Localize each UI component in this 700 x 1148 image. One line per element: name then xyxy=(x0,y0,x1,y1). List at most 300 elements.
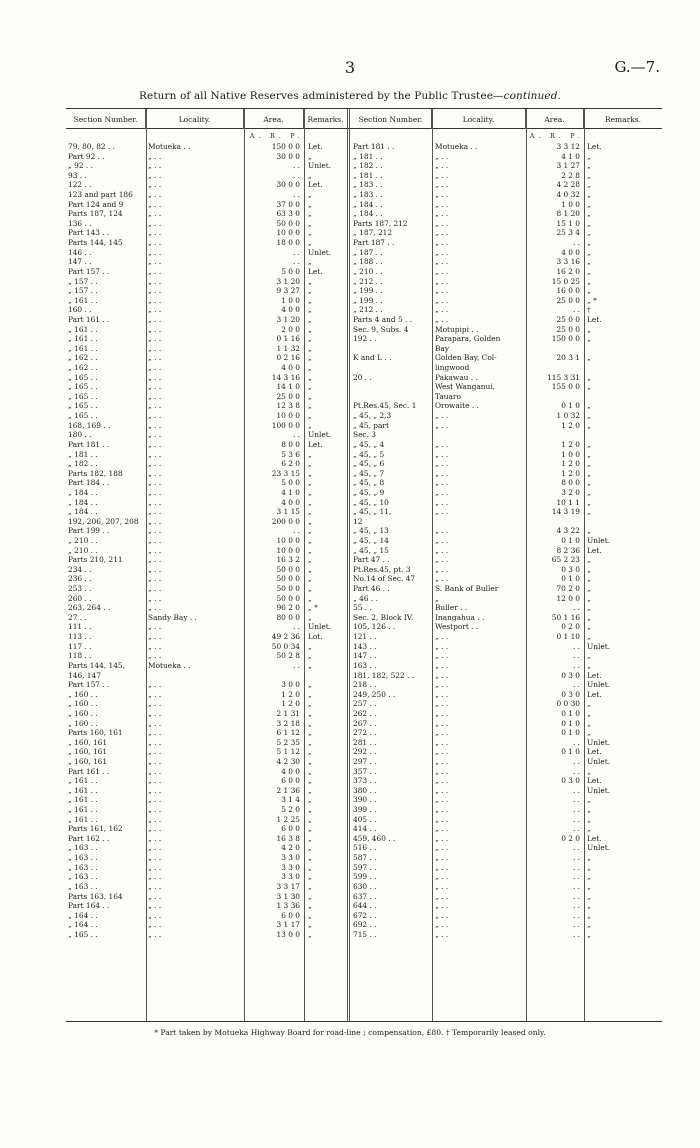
area-cell: 115 3 31 xyxy=(547,372,580,382)
locality-cell: „ . . xyxy=(435,238,449,248)
remarks-cell: „ xyxy=(308,737,312,747)
area-cell: . . xyxy=(572,641,580,651)
table-row xyxy=(353,574,661,584)
table-row xyxy=(68,632,346,642)
area-cell: 25 0 0 xyxy=(556,295,580,305)
table-row xyxy=(68,209,346,219)
remarks-cell: „ xyxy=(308,689,312,699)
table-row xyxy=(68,882,346,892)
table-row xyxy=(353,632,661,642)
locality-cell: Buller . . xyxy=(435,603,468,613)
section-cell: 260 . . xyxy=(68,593,92,603)
area-cell: 23 3 15 xyxy=(271,468,300,478)
remarks-cell: „ xyxy=(587,487,591,497)
remarks-cell: „ xyxy=(587,699,591,709)
locality-cell: „ . . xyxy=(148,814,162,824)
remarks-cell: „ xyxy=(587,324,591,334)
remarks-cell: „ xyxy=(308,814,312,824)
remarks-cell: „ xyxy=(587,439,591,449)
section-cell: „ 163 . . xyxy=(68,853,98,863)
remarks-cell: „ xyxy=(308,170,312,180)
table-row xyxy=(353,257,661,267)
locality-cell: „ . . xyxy=(148,449,162,459)
table-row xyxy=(353,719,661,729)
section-cell: 55 . . xyxy=(353,603,372,613)
area-cell: . . xyxy=(572,901,580,911)
section-cell: „ 181 . . xyxy=(353,170,383,180)
section-cell: „ 183 . . xyxy=(353,180,383,190)
section-cell: „ 45, „ 2,3 xyxy=(353,411,392,421)
table-row xyxy=(68,795,346,805)
remarks-cell: Let. xyxy=(308,142,323,151)
area-cell: . . xyxy=(572,881,580,891)
area-cell: 70 2 0 xyxy=(556,584,580,594)
locality-cell: „ . . xyxy=(435,411,449,421)
section-cell: 297 . . xyxy=(353,757,377,766)
area-cell: 16 3 2 xyxy=(276,555,300,565)
section-cell: „ 212 . . xyxy=(353,305,383,315)
remarks-cell: „ xyxy=(308,411,312,421)
table-row xyxy=(68,622,346,632)
remarks-cell: Unlet. xyxy=(587,535,611,545)
locality-cell: „ . . xyxy=(148,564,162,574)
section-cell: Part 157 . . xyxy=(68,680,110,690)
area-cell: 3 2 18 xyxy=(276,718,300,728)
section-cell: „ 161 . . xyxy=(68,785,98,795)
section-cell: 262 . . xyxy=(353,708,377,718)
remarks-cell: „ xyxy=(587,853,591,863)
table-row xyxy=(353,671,661,681)
table-row xyxy=(353,709,661,719)
remarks-cell: „ xyxy=(308,507,312,517)
table-row xyxy=(353,296,661,306)
area-cell: 25 3 4 xyxy=(556,228,580,238)
area-cell: 5 3 6 xyxy=(281,449,300,459)
table-row xyxy=(68,334,346,344)
locality-cell: „ . . xyxy=(435,689,449,699)
table-row xyxy=(353,392,661,402)
table-row xyxy=(68,651,346,661)
locality-cell: „ . . xyxy=(148,747,162,757)
remarks-cell: „ xyxy=(587,795,591,805)
area-cell: . . xyxy=(292,247,300,257)
area-cell: . . xyxy=(572,603,580,613)
section-cell: Pt.Res.45, pt. 3 xyxy=(353,564,411,574)
remarks-cell: „ xyxy=(587,459,591,469)
locality-cell: „ . . xyxy=(435,574,449,584)
area-cell: 96 2 0 xyxy=(276,603,300,613)
section-cell: „ 160, 161 xyxy=(68,757,108,766)
locality-cell: „ . . xyxy=(435,487,449,497)
locality-cell: „ . . xyxy=(435,478,449,488)
table-row xyxy=(353,344,661,354)
locality-cell: „ . . xyxy=(148,718,162,728)
locality-cell: „ . . xyxy=(148,199,162,209)
table-row xyxy=(353,795,661,805)
area-cell: 3 1 17 xyxy=(276,920,300,930)
table-row xyxy=(68,728,346,738)
area-cell: 3 3 17 xyxy=(276,881,300,891)
locality-cell: „ . . xyxy=(435,276,449,286)
locality-cell: „ . . xyxy=(148,824,162,834)
section-cell: 292 . . xyxy=(353,747,377,757)
locality-cell: „ . . xyxy=(435,526,449,536)
locality-cell: Golden Bay, Col- xyxy=(435,353,497,363)
locality-cell: „ . . xyxy=(435,564,449,574)
remarks-cell: „ xyxy=(308,343,312,353)
remarks-cell: „ xyxy=(308,353,312,363)
remarks-cell: „ xyxy=(308,862,312,872)
remarks-cell: „ xyxy=(308,218,312,228)
locality-cell: „ . . xyxy=(148,276,162,286)
area-cell: 15 1 0 xyxy=(556,218,580,228)
area-cell: 50 0 0 xyxy=(276,218,300,228)
locality-cell: S. Bank of Buller xyxy=(435,584,499,594)
area-cell: 6 2 0 xyxy=(281,459,300,469)
section-cell: „ 184 . . xyxy=(68,497,98,507)
area-cell: 8 2 36 xyxy=(556,545,580,555)
locality-cell: „ . . xyxy=(148,776,162,786)
table-row xyxy=(68,267,346,277)
area-cell: 14 1 0 xyxy=(276,382,300,392)
table-row xyxy=(353,315,661,325)
area-cell: . . xyxy=(572,651,580,661)
table-row xyxy=(353,430,661,440)
area-cell: 3 3 0 xyxy=(281,872,300,882)
area-cell: 8 0 0 xyxy=(561,478,580,488)
table-row xyxy=(68,680,346,690)
table-row xyxy=(68,747,346,757)
section-cell: „ 165 . . xyxy=(68,411,98,421)
section-cell: „ 164 . . xyxy=(68,910,98,920)
area-cell: . . xyxy=(292,526,300,536)
section-cell: „ 160 . . xyxy=(68,718,98,728)
section-cell: No.14 of Sec. 47 xyxy=(353,574,416,584)
section-cell: Parts 144, 145, xyxy=(68,660,125,670)
remarks-cell: „ xyxy=(308,151,312,161)
remarks-cell: „ xyxy=(308,535,312,545)
remarks-cell: „ xyxy=(587,286,591,296)
section-cell: 118 . . xyxy=(68,651,92,661)
area-cell: 5 0 0 xyxy=(281,266,300,276)
section-cell: Parts 163, 164 xyxy=(68,891,123,901)
table-row xyxy=(353,536,661,546)
locality-cell: „ . . xyxy=(148,305,162,315)
locality-cell: „ . . xyxy=(148,833,162,843)
area-cell: 20 3 1 xyxy=(556,353,580,363)
section-cell: „ 161 . . xyxy=(68,343,98,353)
remarks-cell: Let. xyxy=(587,833,602,843)
locality-cell: „ . . xyxy=(435,199,449,209)
locality-cell: „ . . xyxy=(148,420,162,430)
area-cell: 12 3 8 xyxy=(276,401,300,411)
remarks-cell: „ xyxy=(587,622,591,632)
remarks-cell: „ xyxy=(308,363,312,373)
section-cell: Part 164 . . xyxy=(68,901,110,911)
section-cell: Part 181 . . xyxy=(353,142,395,151)
area-cell: 0 1 0 xyxy=(561,718,580,728)
locality-cell: „ . . xyxy=(148,391,162,401)
remarks-cell: „ xyxy=(587,372,591,382)
locality-cell: „ . . xyxy=(435,286,449,296)
remarks-cell: „ xyxy=(308,305,312,315)
area-cell: . . xyxy=(292,170,300,180)
remarks-cell: „ xyxy=(587,824,591,834)
remarks-cell: Unlet. xyxy=(587,757,611,766)
remarks-cell: „ xyxy=(308,199,312,209)
footnote: * Part taken by Motueka Highway Board for road-line ; compensation, £80. † Temporarily leased only. xyxy=(154,1028,546,1037)
locality-cell: „ . . xyxy=(435,680,449,690)
remarks-cell: „ xyxy=(587,190,591,200)
remarks-cell: „ xyxy=(308,334,312,344)
table-row xyxy=(353,920,661,930)
table-row xyxy=(68,353,346,363)
section-cell: „ 46 . . xyxy=(353,593,378,603)
remarks-cell: Let. xyxy=(587,314,602,324)
table-row xyxy=(68,363,346,373)
table-row xyxy=(68,277,346,287)
area-cell: . . xyxy=(292,257,300,267)
locality-cell: „ . . xyxy=(148,180,162,190)
section-cell: „ 45, „ 7 xyxy=(353,468,385,478)
remarks-cell: „ xyxy=(587,266,591,276)
section-cell: „ 165 . . xyxy=(68,382,98,392)
table-row xyxy=(68,584,346,594)
table-row xyxy=(353,805,661,815)
remarks-cell: „ xyxy=(308,391,312,401)
section-cell: 180 . . xyxy=(68,430,92,440)
locality-cell: „ . . xyxy=(435,247,449,257)
locality-cell: Orowaite . . xyxy=(435,401,479,411)
locality-cell: „ . . xyxy=(435,766,449,776)
section-cell: „ 163 . . xyxy=(68,843,98,853)
section-cell: 630 . . xyxy=(353,881,377,891)
remarks-cell: Unlet. xyxy=(587,785,611,795)
table-row xyxy=(68,892,346,902)
locality-cell: West Wanganui, xyxy=(435,382,495,392)
section-cell: Part 184 . . xyxy=(68,478,110,488)
table-row xyxy=(68,171,346,181)
table-row xyxy=(353,930,661,940)
reserves-table xyxy=(66,108,662,1022)
table-row xyxy=(68,450,346,460)
locality-cell: „ . . xyxy=(148,699,162,709)
locality-cell: „ . . xyxy=(435,660,449,670)
area-cell: 50 2 8 xyxy=(276,651,300,661)
remarks-cell: „ xyxy=(587,929,591,939)
table-row xyxy=(68,498,346,508)
section-cell: Part 161 . . xyxy=(68,766,110,776)
table-row xyxy=(353,517,661,527)
area-cell: 2 1 31 xyxy=(276,708,300,718)
table-row xyxy=(353,498,661,508)
remarks-cell: „ xyxy=(587,276,591,286)
section-cell: „ 182 . . xyxy=(353,161,383,171)
area-cell: 25 0 0 xyxy=(276,391,300,401)
section-cell: Part 92 . . xyxy=(68,151,105,161)
area-cell: 18 0 0 xyxy=(276,238,300,248)
area-cell: 4 2 30 xyxy=(276,757,300,766)
table-row xyxy=(353,872,661,882)
locality-cell: „ . . xyxy=(148,622,162,632)
table-row xyxy=(68,315,346,325)
locality-cell: „ . . xyxy=(148,170,162,180)
remarks-cell: „ xyxy=(308,257,312,267)
locality-cell: „ . . xyxy=(148,680,162,690)
locality-cell: „ . . xyxy=(435,420,449,430)
locality-cell: „ . . xyxy=(435,814,449,824)
area-cell: 4 0 0 xyxy=(281,305,300,315)
area-cell: 50 1 16 xyxy=(551,612,580,622)
section-cell: 257 . . xyxy=(353,699,377,709)
locality-cell: „ . . xyxy=(435,170,449,180)
area-cell: 0 1 0 xyxy=(561,747,580,757)
section-cell: „ 161 . . xyxy=(68,795,98,805)
section-cell: „ 187 . . xyxy=(353,247,383,257)
section-cell: „ 210 . . xyxy=(68,545,98,555)
area-cell: 0 1 16 xyxy=(276,334,300,344)
section-cell: „ 161 . . xyxy=(68,295,98,305)
section-cell: 168, 169 . . xyxy=(68,420,111,430)
area-cell: 15 0 25 xyxy=(551,276,580,286)
area-cell: 5 2 35 xyxy=(276,737,300,747)
table-row xyxy=(68,546,346,556)
section-cell: „ 162 . . xyxy=(68,353,98,363)
locality-cell: „ . . xyxy=(148,238,162,248)
remarks-cell: „ xyxy=(308,795,312,805)
locality-cell: „ . . xyxy=(148,929,162,939)
area-cell: 1 2 0 xyxy=(561,439,580,449)
section-cell: „ 157 . . xyxy=(68,286,98,296)
area-cell: 2 2 8 xyxy=(561,170,580,180)
section-cell: „ 160, 161 xyxy=(68,737,108,747)
section-cell: 357 . . xyxy=(353,766,377,776)
remarks-cell: „ * xyxy=(308,603,318,613)
remarks-cell: „ xyxy=(308,891,312,901)
section-cell: 587 . . xyxy=(353,853,377,863)
table-row xyxy=(353,248,661,258)
area-cell: 3 1 4 xyxy=(281,795,300,805)
locality-cell: „ . . xyxy=(148,574,162,584)
remarks-cell: „ xyxy=(308,881,312,891)
remarks-cell: „ xyxy=(587,891,591,901)
locality-cell: „ . . xyxy=(148,881,162,891)
locality-cell: „ . . xyxy=(435,708,449,718)
locality-cell: „ . . xyxy=(148,545,162,555)
area-cell: . . xyxy=(572,920,580,930)
locality-cell: „ . . xyxy=(435,872,449,882)
remarks-cell: „ xyxy=(587,228,591,238)
locality-cell: Bay xyxy=(435,343,450,353)
area-cell: 10 1 1 xyxy=(556,497,580,507)
table-row xyxy=(68,161,346,171)
table-row xyxy=(353,843,661,853)
table-row xyxy=(68,911,346,921)
area-cell: 49 2 36 xyxy=(271,632,300,642)
area-cell: 0 3 0 xyxy=(561,670,580,680)
table-row xyxy=(353,401,661,411)
remarks-cell: Unlet. xyxy=(308,247,332,257)
locality-cell: „ . . xyxy=(148,372,162,382)
section-cell: „ 184 . . xyxy=(68,507,98,517)
area-cell: 1 0 0 xyxy=(281,295,300,305)
locality-cell: Motueka . . xyxy=(435,142,478,151)
section-cell: 79, 80, 82 . . xyxy=(68,142,116,151)
table-row xyxy=(353,901,661,911)
locality-cell: „ . . xyxy=(435,920,449,930)
table-header xyxy=(66,109,662,129)
section-cell: „ 45, „ 8 xyxy=(353,478,385,488)
locality-cell: „ . . xyxy=(148,526,162,536)
remarks-cell: „ xyxy=(308,910,312,920)
section-cell: 147 . . xyxy=(353,651,377,661)
table-row xyxy=(353,286,661,296)
locality-cell: „ . . xyxy=(148,468,162,478)
section-cell: „ 181 . . xyxy=(353,151,383,161)
locality-cell: „ . . xyxy=(435,257,449,267)
area-cell: 4 2 0 xyxy=(281,843,300,853)
locality-cell: „ . . xyxy=(148,363,162,373)
remarks-cell: „ xyxy=(308,593,312,603)
remarks-cell: „ xyxy=(308,776,312,786)
table-row xyxy=(68,863,346,873)
table-row xyxy=(353,190,661,200)
area-cell: 4 0 0 xyxy=(281,766,300,776)
remarks-cell: „ xyxy=(308,853,312,863)
remarks-cell: „ xyxy=(308,680,312,690)
remarks-cell: „ xyxy=(587,401,591,411)
locality-cell: „ . . xyxy=(148,593,162,603)
title-main: Return of all Native Reserves administered by the Public Trustee— xyxy=(139,90,504,102)
locality-cell: Pakawau . . xyxy=(435,372,478,382)
remarks-cell: „ xyxy=(308,728,312,738)
locality-cell: „ . . xyxy=(435,757,449,766)
locality-cell: Motueka . . xyxy=(148,660,191,670)
table-row xyxy=(68,526,346,536)
locality-cell: „ . . xyxy=(148,795,162,805)
locality-cell: „ . . xyxy=(435,728,449,738)
remarks-cell: Unlet. xyxy=(308,430,332,440)
remarks-cell: „ xyxy=(587,420,591,430)
section-cell: „ 187, 212 xyxy=(353,228,393,238)
area-cell: . . xyxy=(572,795,580,805)
locality-cell: „ . . xyxy=(148,785,162,795)
area-cell: 0 3 0 xyxy=(561,689,580,699)
locality-cell: „ . . xyxy=(148,689,162,699)
area-cell: 1 0 32 xyxy=(556,411,580,421)
section-cell: „ 161 . . xyxy=(68,776,98,786)
remarks-cell: „ xyxy=(587,555,591,565)
table-row xyxy=(353,747,661,757)
area-cell: . . xyxy=(572,910,580,920)
remarks-cell: „ xyxy=(308,276,312,286)
table-row xyxy=(68,478,346,488)
area-cell: 9 3 27 xyxy=(276,286,300,296)
locality-cell: „ . . xyxy=(148,209,162,219)
table-row xyxy=(353,450,661,460)
remarks-cell: „ xyxy=(587,814,591,824)
remarks-cell: „ xyxy=(587,612,591,622)
locality-cell: „ . . xyxy=(435,535,449,545)
table-row xyxy=(353,152,661,162)
section-cell: 234 . . xyxy=(68,564,92,574)
table-row xyxy=(353,834,661,844)
section-cell: „ 160 . . xyxy=(68,689,98,699)
table-row xyxy=(68,834,346,844)
table-row xyxy=(68,872,346,882)
area-cell: 3 1 20 xyxy=(276,276,300,286)
section-cell: „ 157 . . xyxy=(68,276,98,286)
